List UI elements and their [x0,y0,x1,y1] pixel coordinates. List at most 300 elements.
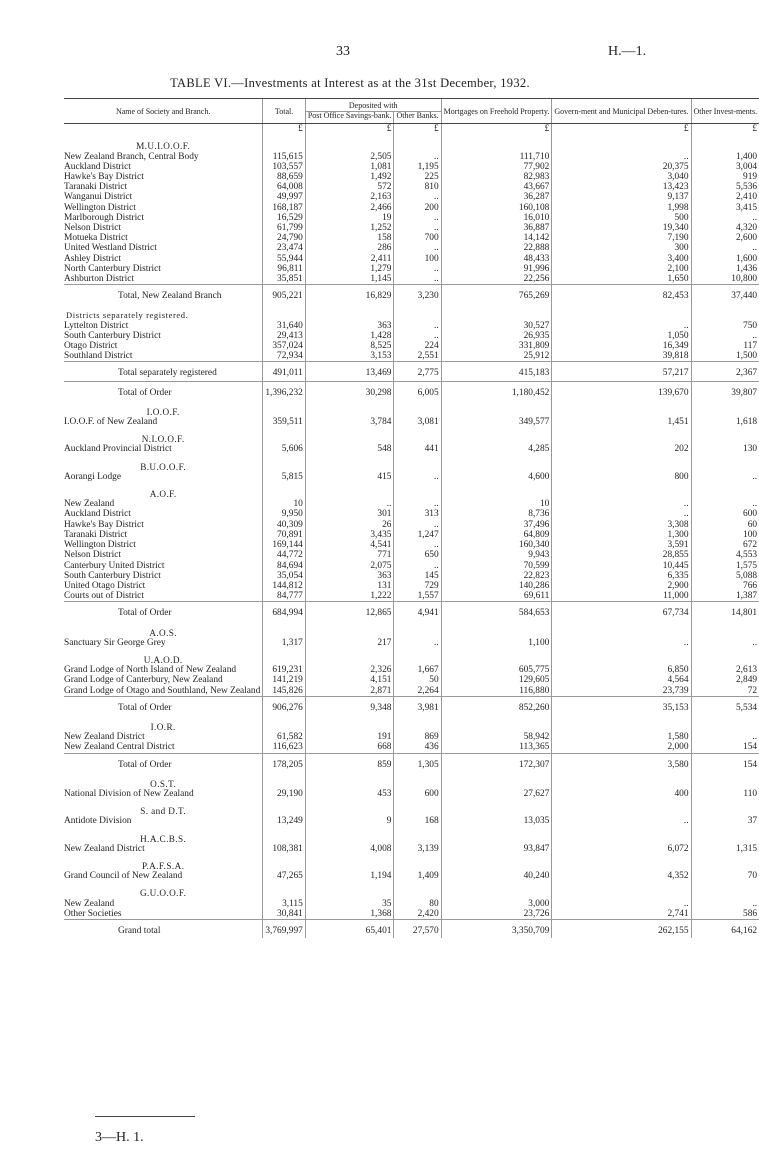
row-value: 2,075 [305,561,394,571]
section-heading: M.U.I.O.O.F. [136,141,191,152]
row-value: 217 [305,638,394,648]
row-label: Grand total [64,919,263,938]
table-row [64,472,759,482]
row-value: 1,317 [263,638,306,648]
row-value: 5,088 [691,571,759,581]
row-value: 70,599 [441,561,552,571]
table-row [64,499,759,509]
row-value: 22,888 [441,243,552,253]
row-value: .. [691,899,759,909]
row-value: .. [394,223,441,233]
row-value: 9,348 [305,696,394,715]
row-value: 19,340 [552,223,691,233]
row-value: .. [394,561,441,571]
row-label: Total separately registered [64,362,263,381]
row-label: North Canterbury District [64,263,161,274]
row-value: 4,151 [305,675,394,685]
row-value: 72 [691,686,759,697]
row-label: Grand Lodge of North Island of New Zealand [64,665,237,676]
row-value: .. [552,321,691,331]
table-row [64,909,759,920]
row-value: 1,580 [552,732,691,742]
table-row [64,520,759,530]
row-value: 3,308 [552,520,691,530]
row-value: 2,900 [552,581,691,591]
row-value: 131 [305,581,394,591]
row-value: 4,553 [691,550,759,560]
row-value: 905,221 [263,285,306,304]
row-value: 3,981 [394,696,441,715]
section-heading: U.A.O.D. [143,654,183,665]
row-label: Wellington District [64,202,136,213]
row-value: 154 [691,753,759,772]
row-value: 700 [394,233,441,243]
row-value: 116,880 [441,686,552,697]
row-value: .. [691,213,759,223]
header-other-investments: Other Invest-ments. [691,99,759,124]
row-value: 1,650 [552,274,691,285]
row-label: Total of Order [64,696,263,715]
row-value: 13,035 [441,816,552,826]
row-value: 286 [305,243,394,253]
row-value: 23,474 [263,243,306,253]
table-row [64,351,759,362]
row-label: Hawke's Bay District [64,172,144,182]
section-heading: B.U.O.O.F. [140,461,187,472]
row-label: Nelson District [64,223,122,234]
row-value: 10 [263,499,306,509]
row-value: 93,847 [441,844,552,854]
row-value: 1,436 [691,264,759,274]
row-value: 225 [394,172,441,182]
row-value: 1,222 [305,591,394,602]
row-value: 140,286 [441,581,552,591]
row-value: 2,600 [691,233,759,243]
table-row [64,264,759,274]
row-value: 4,285 [441,444,552,454]
row-value: 91,996 [441,264,552,274]
row-value: 5,534 [691,696,759,715]
row-value: 70 [691,871,759,881]
row-value: 23,726 [441,909,552,920]
row-value: 77,902 [441,162,552,172]
row-value: 22,823 [441,571,552,581]
row-value: 110 [691,789,759,799]
row-value: 1,667 [394,665,441,675]
row-value: 37,440 [691,285,759,304]
row-value: 35,054 [263,571,306,581]
row-value: 172,307 [441,753,552,772]
row-label: South Canterbury District [64,570,161,581]
row-value: 30,298 [305,381,394,400]
row-value: 729 [394,581,441,591]
row-value: 3,415 [691,203,759,213]
row-label: Wanganui District [64,192,133,203]
footer-rule [95,1116,195,1117]
row-value: 5,606 [263,444,306,454]
row-value: 80 [394,899,441,909]
row-value: 6,072 [552,844,691,854]
row-label: Hawke's Bay District [64,519,144,530]
row-value: .. [394,499,441,509]
row-value: 43,667 [441,182,552,192]
row-value: 37,496 [441,520,552,530]
row-value: 2,849 [691,675,759,685]
row-label: Total, New Zealand Branch [64,285,263,304]
row-value: 4,600 [441,472,552,482]
unit-label: £ [441,124,552,135]
row-value: 301 [305,509,394,519]
row-value: 129,605 [441,675,552,685]
row-value: 29,413 [263,331,306,341]
row-value: 1,500 [691,351,759,362]
table-row [64,254,759,264]
row-value: .. [394,274,441,285]
row-value: 35,153 [552,696,691,715]
section-heading: A.O.F. [149,489,177,500]
row-value: 111,710 [441,152,552,162]
table-row [64,789,759,799]
row-value: 1,998 [552,203,691,213]
row-value: 1,252 [305,223,394,233]
row-value: 26,935 [441,331,552,341]
row-value: 35 [305,899,394,909]
table-row [64,742,759,753]
row-value: 1,050 [552,331,691,341]
row-value: 3,081 [394,417,441,427]
table-row [64,665,759,675]
row-value: 6,335 [552,571,691,581]
row-value: 1,428 [305,331,394,341]
row-value: .. [394,520,441,530]
table-title: TABLE VI.—Investments at Interest as at the 31st December, 1932. [170,76,530,90]
row-value: 771 [305,550,394,560]
row-value: 1,315 [691,844,759,854]
row-value: 586 [691,909,759,920]
row-value: 363 [305,321,394,331]
table-row [64,816,759,826]
table-row [64,871,759,881]
row-label: Southland District [64,351,133,362]
row-value: 1,100 [441,638,552,648]
row-value: 48,433 [441,254,552,264]
row-value: .. [394,213,441,223]
row-value: 55,944 [263,254,306,264]
row-value: 60 [691,520,759,530]
row-value: 906,276 [263,696,306,715]
row-value: 40,240 [441,871,552,881]
row-value: 3,769,997 [263,919,306,938]
row-label: Taranaki District [64,529,128,540]
total-row [64,381,759,400]
header-total: Total. [263,99,306,124]
row-value: 1,081 [305,162,394,172]
row-value: 3,004 [691,162,759,172]
table-row [64,571,759,581]
row-label: Canterbury United District [64,560,165,571]
row-value: .. [552,509,691,519]
total-row [64,285,759,304]
row-value: 3,350,709 [441,919,552,938]
table-row [64,899,759,909]
row-value: 619,231 [263,665,306,675]
row-value: 810 [394,182,441,192]
row-value: 40,309 [263,520,306,530]
row-value: 3,230 [394,285,441,304]
row-label: Sanctuary Sir George Grey [64,637,166,648]
row-value: .. [552,899,691,909]
row-value: 2,551 [394,351,441,362]
row-value: 9 [305,816,394,826]
row-value: 10,800 [691,274,759,285]
row-value: 1,387 [691,591,759,602]
row-value: .. [305,499,394,509]
row-label: New Zealand District [64,843,145,854]
row-value: 668 [305,742,394,753]
row-value: 605,775 [441,665,552,675]
row-value: .. [394,540,441,550]
section-heading: P.A.F.S.A. [141,860,185,871]
table-row [64,686,759,697]
table-body [64,134,759,938]
table-row [64,192,759,202]
row-value: 14,801 [691,602,759,621]
row-value: 572 [305,182,394,192]
row-value: 650 [394,550,441,560]
row-value: 359,511 [263,417,306,427]
row-value: 3,153 [305,351,394,362]
table-row [64,591,759,602]
row-label: Aorangi Lodge [64,471,122,482]
table-row [64,213,759,223]
row-label: Grand Council of New Zealand [64,871,183,882]
row-value: 3,115 [263,899,306,909]
row-value: 61,799 [263,223,306,233]
row-value: 1,247 [394,530,441,540]
row-label: United Westland District [64,243,157,254]
table-row [64,233,759,243]
row-value: 436 [394,742,441,753]
row-value: .. [394,331,441,341]
row-value: 4,352 [552,871,691,881]
row-value: 441 [394,444,441,454]
row-value: 750 [691,321,759,331]
row-value: 115,615 [263,152,306,162]
row-value: 28,855 [552,550,691,560]
header-mortgages: Mortgages on Freehold Property. [441,99,552,124]
row-value: 1,492 [305,172,394,182]
table-row [64,274,759,285]
row-value: 10 [441,499,552,509]
table-row [64,732,759,742]
row-value: 58,942 [441,732,552,742]
row-value: 919 [691,172,759,182]
row-label: Nelson District [64,550,122,561]
row-value: 9,137 [552,192,691,202]
total-row [64,602,759,621]
row-value: 584,653 [441,602,552,621]
row-value: 5,815 [263,472,306,482]
row-value: 67,734 [552,602,691,621]
row-value: 2,000 [552,742,691,753]
table-row [64,152,759,162]
row-value: 39,818 [552,351,691,362]
row-value: 3,591 [552,540,691,550]
row-value: 415 [305,472,394,482]
row-value: 113,365 [441,742,552,753]
table-row [64,561,759,571]
page-number: 33 [336,44,350,59]
row-value: 19 [305,213,394,223]
row-label: United Otago District [64,580,146,591]
row-value: 72,934 [263,351,306,362]
row-label: National Division of New Zealand [64,788,194,799]
row-label: Lyttelton District [64,320,129,331]
section-heading: S. and D.T. [140,806,187,817]
row-value: 2,505 [305,152,394,162]
row-value: 4,941 [394,602,441,621]
row-label: New Zealand [64,898,115,909]
table-row [64,509,759,519]
section-heading: N.I.O.O.F. [141,434,185,445]
row-value: 453 [305,789,394,799]
row-value: 116,623 [263,742,306,753]
row-value: 548 [305,444,394,454]
row-value: 1,409 [394,871,441,881]
row-value: 5,536 [691,182,759,192]
row-value: 30,841 [263,909,306,920]
header-government: Govern-ment and Municipal Deben-tures. [552,99,691,124]
grand-total-row [64,919,759,938]
row-value: .. [394,152,441,162]
table-row [64,331,759,341]
row-value: 39,807 [691,381,759,400]
row-value: 103,557 [263,162,306,172]
table-row [64,172,759,182]
row-value: 16,829 [305,285,394,304]
row-value: .. [394,638,441,648]
row-value: 3,435 [305,530,394,540]
row-value: .. [691,472,759,482]
row-value: 8,525 [305,341,394,351]
row-value: 765,269 [441,285,552,304]
row-value: 357,024 [263,341,306,351]
row-value: 154 [691,742,759,753]
row-value: 139,670 [552,381,691,400]
header-deposited-with: Deposited with [305,99,441,112]
row-value: 20,375 [552,162,691,172]
row-value: 4,541 [305,540,394,550]
row-value: 31,640 [263,321,306,331]
row-value: 202 [552,444,691,454]
table-row [64,203,759,213]
row-label: New Zealand District [64,732,145,743]
row-value: 11,000 [552,591,691,602]
row-label: Antidote Division [64,816,132,827]
row-value: 2,410 [691,192,759,202]
row-value: 1,194 [305,871,394,881]
table-row [64,530,759,540]
row-value: 672 [691,540,759,550]
row-value: .. [691,732,759,742]
row-value: 108,381 [263,844,306,854]
row-value: 400 [552,789,691,799]
row-value: 600 [394,789,441,799]
row-value: 27,627 [441,789,552,799]
unit-label: £ [305,124,394,135]
row-value: 158 [305,233,394,243]
row-value: 1,305 [394,753,441,772]
row-value: 600 [691,509,759,519]
row-value: 3,000 [441,899,552,909]
section-subheading: Districts separately registered. [66,310,189,321]
row-value: 26 [305,520,394,530]
row-value: 13,423 [552,182,691,192]
row-value: 262,155 [552,919,691,938]
row-value: 800 [552,472,691,482]
page-reference: H.—1. [608,44,647,59]
row-label: Auckland District [64,161,131,172]
table-row [64,243,759,253]
row-label: Total of Order [64,602,263,621]
table-row [64,581,759,591]
section-heading: O.S.T. [150,778,177,789]
row-value: 10,445 [552,561,691,571]
row-label: Otago District [64,341,118,352]
row-value: 349,577 [441,417,552,427]
row-value: 2,411 [305,254,394,264]
row-value: 13,249 [263,816,306,826]
table-row [64,550,759,560]
row-value: 100 [394,254,441,264]
row-value: 13,469 [305,362,394,381]
row-value: .. [691,243,759,253]
row-value: 64,008 [263,182,306,192]
row-value: 36,887 [441,223,552,233]
row-value: 168 [394,816,441,826]
row-label: Grand Lodge of Canterbury, New Zealand [64,675,223,686]
table-row [64,321,759,331]
row-value: 141,219 [263,675,306,685]
row-value: 1,451 [552,417,691,427]
row-value: 766 [691,581,759,591]
table-row [64,182,759,192]
row-value: 191 [305,732,394,742]
row-value: 6,850 [552,665,691,675]
unit-label: £ [394,124,441,135]
row-value: 1,618 [691,417,759,427]
row-value: 363 [305,571,394,581]
row-value: 200 [394,203,441,213]
row-value: 64,162 [691,919,759,938]
row-value: 49,997 [263,192,306,202]
table-row [64,223,759,233]
row-value: 64,809 [441,530,552,540]
row-value: 3,784 [305,417,394,427]
row-label: Motueka District [64,233,128,244]
row-value: .. [552,638,691,648]
row-value: 684,994 [263,602,306,621]
row-label: Other Societies [64,908,122,919]
table-row [64,540,759,550]
row-label: Marlborough District [64,212,144,223]
row-value: 6,005 [394,381,441,400]
row-label: Total of Order [64,753,263,772]
total-row [64,362,759,381]
row-value: 16,349 [552,341,691,351]
row-value: 36,287 [441,192,552,202]
row-value: 61,582 [263,732,306,742]
